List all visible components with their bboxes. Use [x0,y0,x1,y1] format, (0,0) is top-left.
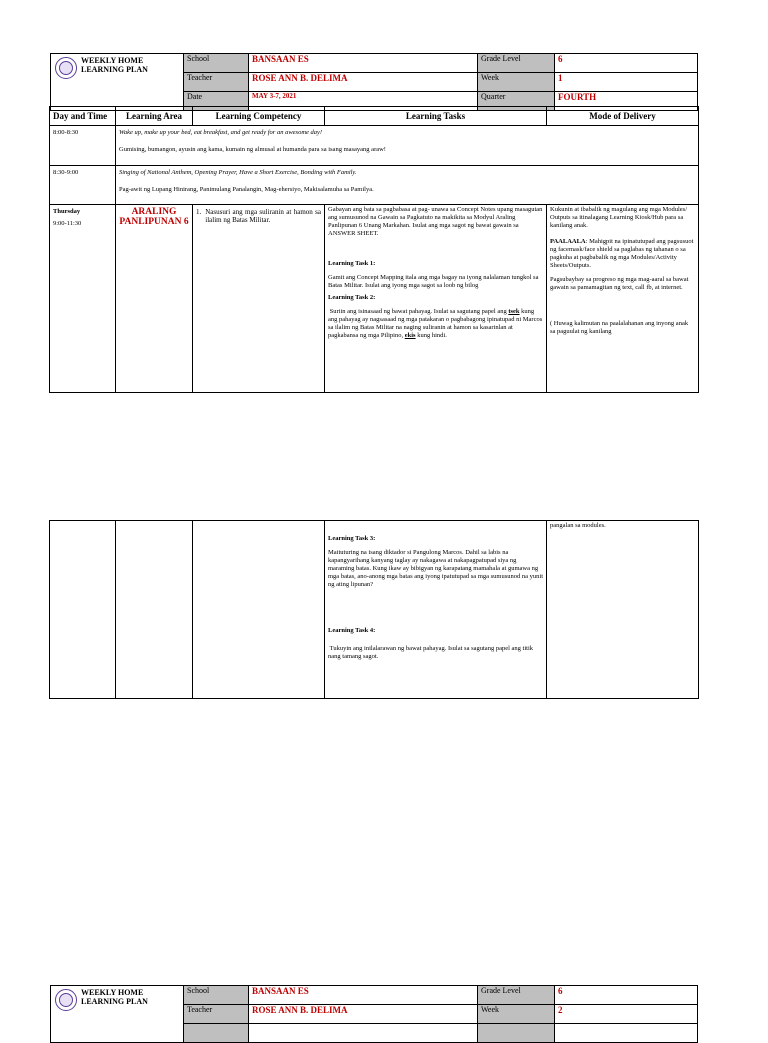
time-label: 9:00-11:30 [53,220,82,227]
tasks-cell [325,521,547,699]
grade-level-label: Grade Level [478,986,555,1005]
tasks-cell [325,205,547,393]
row-time: 8:00-8:30 [50,126,116,166]
task-title: Learning Task 2: [328,294,376,301]
competency-cell [193,205,325,393]
col-learning-area: Learning Area [116,107,193,126]
deped-seal-icon [55,989,77,1011]
teacher-value: ROSE ANN B. DELIMA [249,1005,478,1024]
mode-cell [547,521,699,699]
competency-text: Nasusuri ang mga suliranin at hamon sa ilalim ng Batas Militar. [205,208,321,224]
task-title: Learning Task 1: [328,260,376,267]
task-text: Maituturing na isang diktador si Pangulong Marcos. Dahil sa labis na kapangyarihang kanyang taglay ay nakagawa at nakapagpatupad siya ng maraming batas. Kung ikaw ay bibigyan ng karapatang mamahala at gumawa ng mga batas, ano-anong mga batas ang iyong ipatutupad sa mga sumusunod na yunit ng ating lipunan? [328,549,543,588]
task-title: Learning Task 3: [328,535,376,542]
learning-area-cell [116,205,193,393]
col-day-time: Day and Time [50,107,116,126]
ekis-word: ekis [404,332,416,339]
col-learning-tasks: Learning Tasks [325,107,547,126]
tasks-intro: Gabayan ang bata sa pagbabasa at pag- unawa sa Concept Notes upang masagutan ang sumusunod na Gawain sa Pagkatuto na makikita sa Modyul Araling Panlipunan 6 Unang Markahan. Isulat ang mga sagot ng bawat gawain sa ANSWER SHEET. [328,206,543,237]
logo-cell [51,54,184,111]
date-value: MAY 3-7, 2021 [249,92,478,111]
mode-cell [547,205,699,393]
teacher-value: ROSE ANN B. DELIMA [249,73,478,92]
teacher-label: Teacher [184,1005,249,1024]
school-value: BANSAAN ES [249,54,478,73]
paalala-text: PAALAALA: Mahigpit na ipinatutupad ang pagsusuot ng facemask/face shield sa paglabas ng tahanan o sa pagkuha at pagbabalik ng mga Modules/Activity Sheets/Outputs. [550,238,694,269]
quarter-value: FOURTH [555,92,698,111]
routine-cell [116,166,699,205]
day-label: Thursday [53,208,81,215]
empty-cell [116,521,193,699]
header-table-page2 [50,985,698,1043]
date-label: Date [184,92,249,111]
task-text: Tukuyin ang inilalarawan ng bawat pahayag. Isulat sa sagutang papel ang titik nang tamang sagot. [328,645,534,660]
plan-title: WEEKLY HOME LEARNING PLAN [81,988,148,1006]
routine-filipino: Gumising, bumangon, ayusin ang kama, kumain ng almusal at humanda para sa isang masayang araw! [119,146,386,153]
row-time: 8:30-9:00 [50,166,116,205]
week-label: Week [478,1005,555,1024]
task-text: Gamit ang Concept Mapping itala ang mga bagay na iyong nalalaman tungkol sa Batas Militar. Isulat ang iyong mga sagot sa loob ng bilog [328,274,539,289]
task-text: Suriin ang isinasaad ng bawat pahayag. Isulat sa sagutang papel ang tsek kung ang pahayag ay nagsasaad ng mga patakaran o pagbabagong ipinatupad ni Marcos sa ilalim ng Batas Militar na naging suliranin at hamon sa kasarinlan at pagkabansa ng mga Pilipino, ekis kung hindi. [328,308,543,339]
empty-cell [193,521,325,699]
table-row [50,521,699,699]
week-label: Week [478,73,555,92]
task-title: Learning Task 4: [328,627,376,634]
school-label: School [184,986,249,1005]
routine-english: Singing of National Anthem, Opening Prayer, Have a Short Exercise, Bonding with Family. [119,169,357,176]
grade-level-label: Grade Level [478,54,555,73]
header-table-page1 [50,53,698,111]
mode-text: Kukunin at ibabalik ng magulang ang mga Modules/ Outputs sa itinalagang Learning Kiosk/Hub para sa kanilang anak. [550,206,688,229]
empty-cell [50,521,116,699]
mode-text: Pagsubaybay sa progreso ng mga mag-aaral sa bawat gawain sa pamamagitan ng text, call fb, at internet. [550,276,689,291]
plan-title: WEEKLY HOME LEARNING PLAN [81,56,148,74]
date-value [249,1024,478,1043]
quarter-label: Quarter [478,92,555,111]
grade-level-value: 6 [555,54,698,73]
grade-level-value: 6 [555,986,698,1005]
routine-english: Wake up, make up your bed, eat breakfast, and get ready for an awesome day! [119,129,323,136]
deped-seal-icon [55,57,77,79]
learning-area-value: ARALING PANLIPUNAN 6 [119,207,189,227]
day-time-cell [50,205,116,393]
date-label [184,1024,249,1043]
school-value: BANSAAN ES [249,986,478,1005]
continuation-table [49,520,699,699]
routine-filipino: Pag-awit ng Lupang Hinirang, Panimulang Panalangin, Mag-ehersiyo, Makisalamuha sa Pamilya. [119,186,374,193]
col-learning-competency: Learning Competency [193,107,325,126]
quarter-value [555,1024,698,1043]
mode-text: ( Huwag kalimutan na paalalahanan ang inyong anak sa paguulat ng kanilang [550,320,689,335]
table-row [50,166,699,205]
week-value: 2 [555,1005,698,1024]
teacher-label: Teacher [184,73,249,92]
table-row [50,205,699,393]
logo-cell [51,986,184,1043]
competency-number: 1. [196,208,202,216]
quarter-label [478,1024,555,1043]
tsek-word: tsek [508,308,520,315]
mode-text: pangalan sa modules. [550,522,606,529]
school-label: School [184,54,249,73]
routine-cell [116,126,699,166]
col-mode-of-delivery: Mode of Delivery [547,107,699,126]
table-row [50,126,699,166]
week-value: 1 [555,73,698,92]
schedule-table [49,106,699,393]
column-header-row [50,107,699,126]
